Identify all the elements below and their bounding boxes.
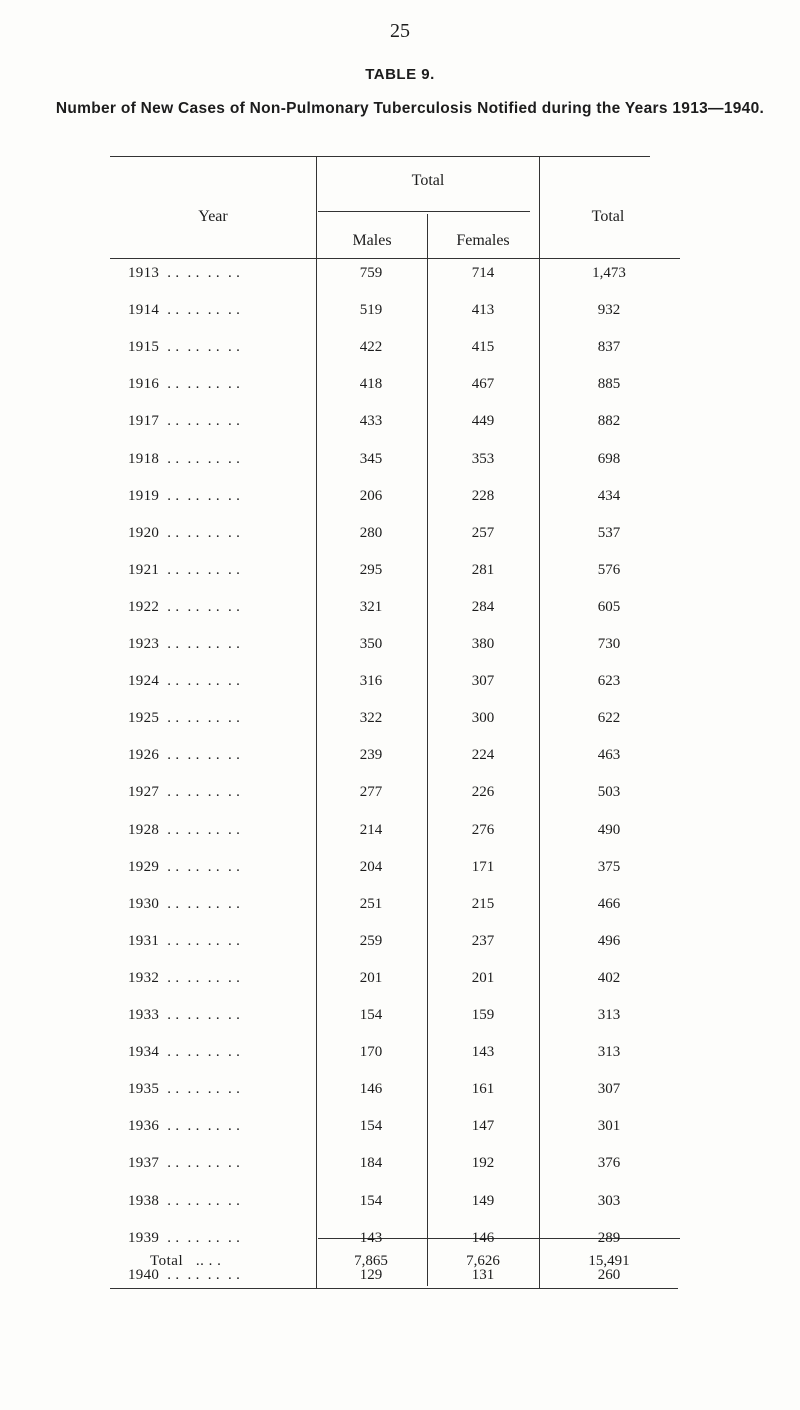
row-year: 1923 . . . . . . . . [128,636,241,652]
row-year: 1937 . . . . . . . . [128,1155,241,1172]
table-row [0,931,800,968]
row-females: 300 [471,710,495,727]
row-males: 322 [359,710,383,727]
row-males: 239 [359,747,383,764]
row-females: 237 [471,932,495,949]
row-females: 149 [471,1192,495,1209]
row-year: 1932 . . . . . . . . [128,969,241,986]
leader-dots: . . . . . . . . [159,673,241,690]
row-total: 698 [597,450,621,467]
row-total: 490 [597,821,621,838]
row-females: 228 [471,487,495,504]
row-year: 1936 . . . . . . . . [128,1118,241,1135]
row-year: 1929 . . . . . . . . [128,858,241,875]
table-row [0,560,800,597]
table-row [0,1079,800,1116]
row-males: 206 [359,487,383,504]
leader-dots: . . . . . . . . [159,1155,241,1172]
leader-dots: . . . . . . . . [159,302,241,319]
total-group-rule [318,211,530,212]
row-females: 467 [471,376,495,393]
total-all: 15,491 [588,1253,630,1269]
table-row [0,1116,800,1153]
leader-dots: . . . . . . . . [159,932,241,949]
row-males: 277 [359,784,383,801]
leader-dots: . . . . . . . . [159,636,241,652]
row-total: 260 [597,1266,621,1283]
leader-dots: . . . . . . . . [159,784,241,801]
leader-dots: . . . . . . . . [159,561,241,578]
row-year: 1915 . . . . . . . . [128,339,241,356]
row-total: 307 [597,1081,621,1098]
table-row [0,1042,800,1079]
table-row [0,1191,800,1228]
row-total: 882 [597,413,621,430]
row-males: 519 [359,302,383,319]
row-males: 321 [359,598,383,615]
leader-dots: . . . . . . . . [159,1192,241,1209]
row-males: 759 [359,265,383,281]
table-row [0,337,800,374]
row-total: 605 [597,598,621,615]
leader-dots: . . . . . . . . [159,450,241,467]
row-year: 1939 . . . . . . . . [128,1229,241,1246]
row-females: 146 [471,1229,495,1246]
row-year: 1928 . . . . . . . . [128,821,241,838]
header-total: Total [591,208,625,225]
row-males: 204 [359,858,383,875]
row-males: 350 [359,636,383,652]
table-row [0,782,800,819]
row-females: 215 [471,895,495,912]
header-females: Females [456,232,510,249]
row-total: 837 [597,339,621,356]
row-year: 1918 . . . . . . . . [128,450,241,467]
row-year: 1914 . . . . . . . . [128,302,241,319]
row-males: 418 [359,376,383,393]
row-year: 1920 . . . . . . . . [128,524,241,541]
row-total: 623 [597,673,621,690]
row-year: 1935 . . . . . . . . [128,1081,241,1098]
table-row [0,968,800,1005]
leader-dots: . . . . . . . . [159,598,241,615]
total-females: 7,626 [466,1253,500,1269]
table-row [0,708,800,745]
row-total: 402 [597,969,621,986]
header-total-group: Total [411,172,445,189]
row-males: 422 [359,339,383,356]
row-total: 932 [597,302,621,319]
leader-dots: . . . . . . . . [159,1229,241,1246]
row-males: 143 [359,1229,383,1246]
row-year: 1926 . . . . . . . . [128,747,241,764]
table-row [0,671,800,708]
table-top-rule [110,156,650,157]
row-males: 170 [359,1044,383,1061]
row-females: 284 [471,598,495,615]
row-year: 1925 . . . . . . . . [128,710,241,727]
row-year: 1916 . . . . . . . . [128,376,241,393]
table-row [0,820,800,857]
row-females: 192 [471,1155,495,1172]
row-year: 1924 . . . . . . . . [128,673,241,690]
row-males: 146 [359,1081,383,1098]
row-total: 466 [597,895,621,912]
row-females: 171 [471,858,495,875]
row-males: 251 [359,895,383,912]
row-year: 1922 . . . . . . . . [128,598,241,615]
leader-dots: . . . . . . . . [159,339,241,356]
row-total: 313 [597,1044,621,1061]
row-females: 380 [471,636,495,652]
row-year: 1917 . . . . . . . . [128,413,241,430]
row-males: 345 [359,450,383,467]
leader-dots: . . . . . . . . [159,1081,241,1098]
row-total: 376 [597,1155,621,1172]
leader-dots: . . . . . . . . [159,969,241,986]
row-year: 1934 . . . . . . . . [128,1044,241,1061]
row-total: 301 [597,1118,621,1135]
row-females: 143 [471,1044,495,1061]
row-year: 1927 . . . . . . . . [128,784,241,801]
leader-dots: . . . . . . . . [159,1118,241,1135]
row-females: 714 [471,265,495,281]
data-table [0,150,800,1410]
row-females: 413 [471,302,495,319]
table-row [0,523,800,560]
total-row-label: Total .. . . [150,1253,222,1269]
table-row [0,894,800,931]
row-total: 885 [597,376,621,393]
table-row [0,411,800,448]
row-males: 184 [359,1155,383,1172]
table-row [0,745,800,782]
row-year: 1921 . . . . . . . . [128,561,241,578]
row-females: 159 [471,1007,495,1023]
table-row [0,1153,800,1190]
row-year: 1940 . . . . . . . . [128,1266,241,1283]
table-row [0,300,800,337]
table-row [0,1005,800,1042]
row-females: 226 [471,784,495,801]
leader-dots: . . . . . . . . [159,1007,241,1023]
row-total: 496 [597,932,621,949]
table-subtitle: Number of New Cases of Non-Pulmonary Tuberculosis Notified during the Years 1913—1940. [55,100,765,117]
row-year: 1913 . . . . . . . . [128,265,241,281]
row-total: 537 [597,524,621,541]
row-total: 434 [597,487,621,504]
row-males: 154 [359,1118,383,1135]
row-total: 463 [597,747,621,764]
table-row [0,486,800,523]
row-total: 576 [597,561,621,578]
row-total: 1,473 [592,265,626,281]
row-females: 224 [471,747,495,764]
row-females: 281 [471,561,495,578]
leader-dots: . . . . . . . . [159,710,241,727]
row-year: 1930 . . . . . . . . [128,895,241,912]
row-males: 129 [359,1266,383,1283]
total-row [0,1251,800,1288]
table-row [0,374,800,411]
row-males: 280 [359,524,383,541]
row-males: 201 [359,969,383,986]
leader-dots: . . . . . . . . [159,858,241,875]
leader-dots: . . . . . . . . [159,1044,241,1061]
table-row [0,857,800,894]
header-year: Year [198,208,228,225]
header-males: Males [352,232,392,249]
row-males: 295 [359,561,383,578]
row-year: 1931 . . . . . . . . [128,932,241,949]
row-females: 131 [471,1266,495,1283]
row-year: 1933 . . . . . . . . [128,1007,241,1023]
row-females: 257 [471,524,495,541]
leader-dots: . . . . . . . . [159,376,241,393]
row-total: 303 [597,1192,621,1209]
row-year: 1919 . . . . . . . . [128,487,241,504]
row-total: 503 [597,784,621,801]
row-total: 313 [597,1007,621,1023]
table-row [0,449,800,486]
leader-dots: . . . . . . . . [159,1266,241,1283]
row-males: 259 [359,932,383,949]
row-females: 147 [471,1118,495,1135]
row-females: 307 [471,673,495,690]
row-total: 730 [597,636,621,652]
total-males: 7,865 [354,1253,388,1269]
row-females: 161 [471,1081,495,1098]
leader-dots: . . . . . . . . [159,413,241,430]
row-total: 622 [597,710,621,727]
row-females: 276 [471,821,495,838]
table-title: TABLE 9. [365,66,435,83]
row-males: 214 [359,821,383,838]
row-males: 433 [359,413,383,430]
row-females: 201 [471,969,495,986]
leader-dots: . . . . . . . . [159,487,241,504]
table-row [0,634,800,671]
row-females: 415 [471,339,495,356]
row-males: 316 [359,673,383,690]
row-year: 1938 . . . . . . . . [128,1192,241,1209]
row-males: 154 [359,1007,383,1023]
header-bottom-rule [110,258,680,259]
leader-dots: . . . . . . . . [159,895,241,912]
leader-dots: . . . . . . . . [159,265,241,281]
row-males: 154 [359,1192,383,1209]
row-females: 353 [471,450,495,467]
row-total: 289 [597,1229,621,1246]
row-total: 375 [597,858,621,875]
table-row [0,597,800,634]
leader-dots: . . . . . . . . [159,524,241,541]
leader-dots: . . . . . . . . [159,821,241,838]
table-row [0,263,800,300]
leader-dots: . . . . . . . . [159,747,241,764]
page-number: 25 [390,20,410,42]
row-females: 449 [471,413,495,430]
